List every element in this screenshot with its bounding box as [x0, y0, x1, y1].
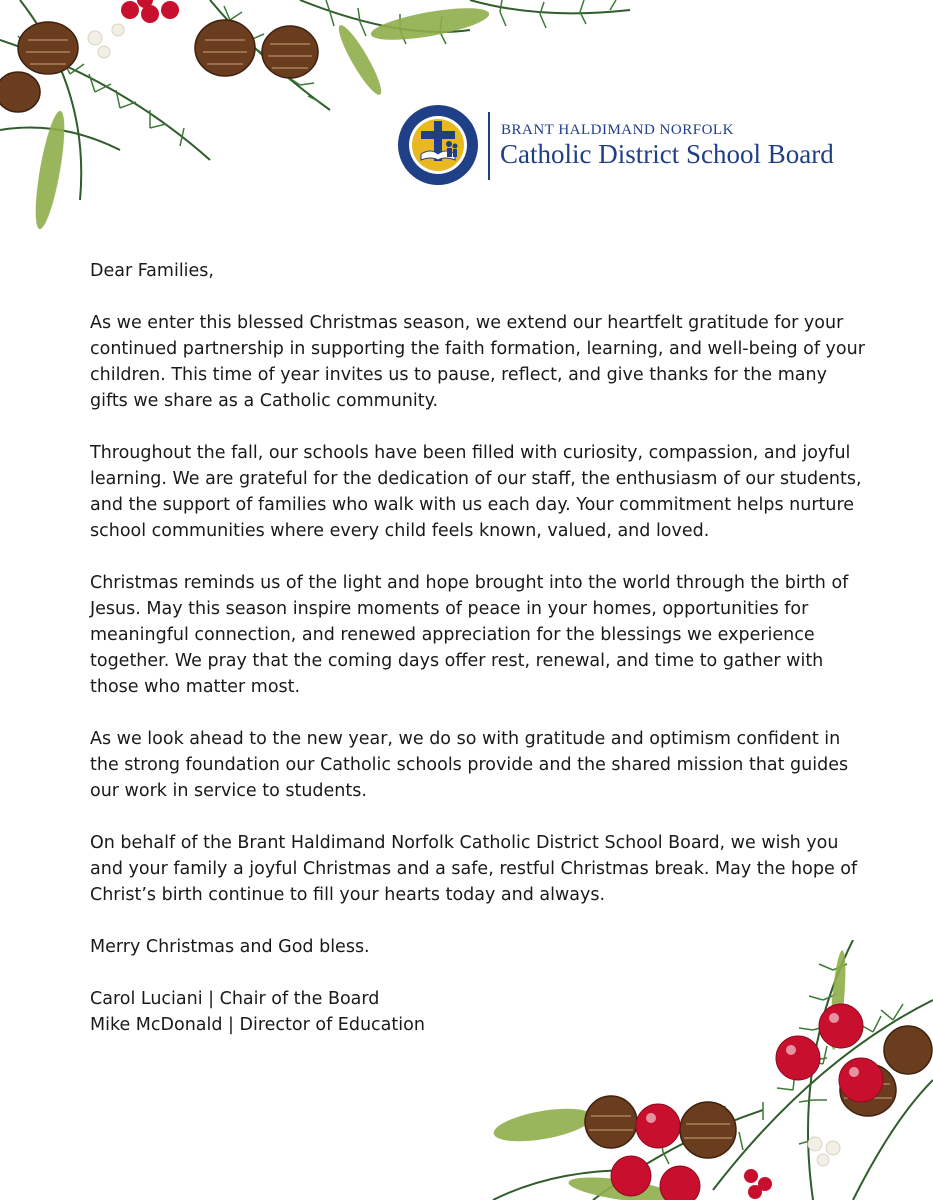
org-name-line2: Catholic District School Board [500, 139, 834, 169]
closing: Merry Christmas and God bless. [90, 937, 370, 957]
board-seal-icon [397, 104, 479, 186]
signature-chair: Carol Luciani | Chair of the Board [90, 989, 380, 1009]
letter-body [90, 258, 870, 1038]
letter-paragraph: Throughout the fall, our schools have been filled with curiosity, compassion, and joyful learning. We are grateful for the dedication of our staff, the enthusiasm of our students, and the support of families who walk with us each day. Your commitment helps nurture school communities where every child feels known, valued, and loved. [90, 443, 862, 541]
salutation: Dear Families, [90, 261, 214, 281]
letter-paragraph: On behalf of the Brant Haldimand Norfolk Catholic District School Board, we wish you and your family a joyful Christmas and a safe, restful Christmas break. May the hope of Christ’s birth continue to fill your hearts today and always. [90, 833, 858, 905]
letter-paragraph: As we look ahead to the new year, we do so with gratitude and optimism confident in the strong foundation our Catholic schools provide and the shared mission that guides our work in service to students. [90, 729, 849, 801]
letter-paragraph: As we enter this blessed Christmas season, we extend our heartfelt gratitude for your continued partnership in supporting the faith formation, learning, and well-being of your children. This time of year invites us to pause, reflect, and give thanks for the many gifts we share as a Catholic community. [90, 313, 865, 411]
org-name-line1: BRANT HALDIMAND NORFOLK [501, 122, 734, 138]
signature-director: Mike McDonald | Director of Education [90, 1015, 425, 1035]
logo-divider [488, 112, 490, 180]
school-board-logo [397, 104, 877, 188]
letter-paragraph: Christmas reminds us of the light and hope brought into the world through the birth of Jesus. May this season inspire moments of peace in your homes, opportunities for meaningful connection, and renewed appreciation for the blessings we experience together. We pray that the coming days offer rest, renewal, and time to gather with those who matter most. [90, 573, 849, 697]
